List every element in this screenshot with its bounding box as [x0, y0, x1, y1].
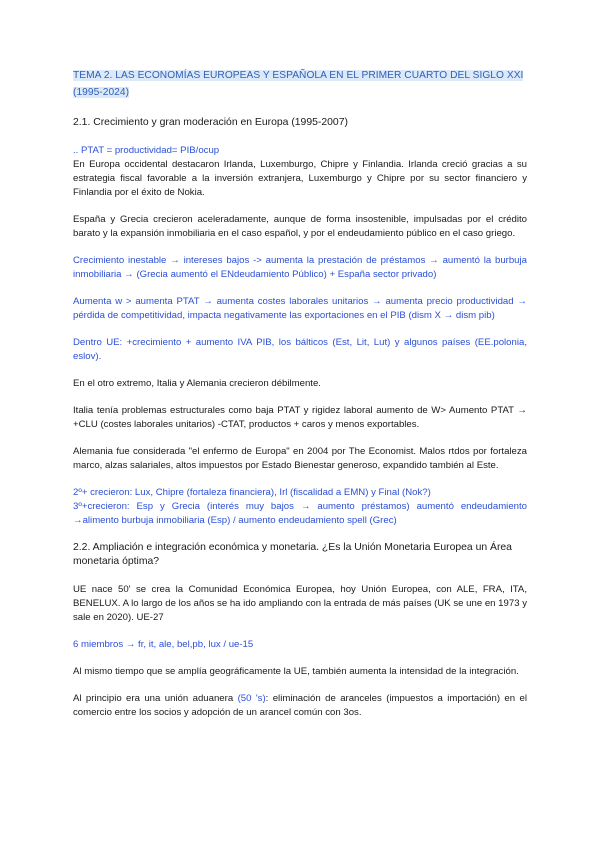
title-line-1: TEMA 2. LAS ECONOMÍAS EUROPEAS Y ESPAÑOLA EN EL PRIMER CUARTO DEL SIGLO XXI — [73, 70, 524, 81]
note-dentro-ue: Dentro UE: +crecimiento + aumento IVA PIB, los bálticos (Est, Lit, Lut) y algunos países (EE.polonia, eslov). — [73, 337, 527, 362]
note-crecimiento-inestable: Crecimiento inestable → intereses bajos -> aumenta la prestación de préstamos → aumentó la burbuja inmobiliaria → (Grecia aumentó el ENdeudamiento Público) + España sector privado) — [73, 255, 527, 280]
paragraph-otro-extremo: En el otro extremo, Italia y Alemania crecieron débilmente. — [73, 378, 321, 389]
union-aduanera-text-start: Al principio era una unión aduanera — [73, 693, 238, 704]
paragraph-mismo-tiempo: Al mismo tiempo que se amplía geográficamente la UE, también aumenta la intensidad de la integración. — [73, 666, 519, 677]
note-tercero-crecieron: 3º+crecieron: Esp y Grecia (interés muy bajos → aumento préstamos) aumentó endeudamiento →alimento burbuja inmobiliaria (Esp) / aumento endeudamiento spell (Grec) — [73, 501, 527, 526]
note-segundo-crecieron: 2º+ crecieron: Lux, Chipre (fortaleza financiera), Irl (fiscalidad a EMN) y Final (Nok?) — [73, 487, 431, 498]
document-title — [73, 66, 527, 100]
union-aduanera-text-end: : eliminación de aranceles (impuestos a importación) en el comercio entre los socios y adopción de un arancel común con 3os. — [73, 693, 527, 718]
section-1-heading: 2.1. Crecimiento y gran moderación en Europa (1995-2007) — [73, 117, 348, 128]
section-2-heading: 2.2. Ampliación e integración económica y monetaria. ¿Es la Unión Monetaria Europea un Área monetaria óptima? — [73, 542, 512, 567]
paragraph-alemania: Alemania fue considerada "el enfermo de Europa" en 2004 por The Economist. Malos rtdos por fortaleza marco, alzas salariales, altos impuestos por Estado Bienestar generoso, expandido también al Este. — [73, 446, 527, 471]
note-aumenta-w: Aumenta w > aumenta PTAT → aumenta costes laborales unitarios → aumenta precio productividad → pérdida de competitividad, impacta negativamente las exportaciones en el PIB (dism X → dism pib) — [73, 296, 527, 321]
paragraph-union-aduanera — [73, 692, 527, 720]
note-6-miembros: 6 miembros → fr, it, ale, bel,pb, lux / ue-15 — [73, 639, 254, 650]
paragraph-espana-grecia: España y Grecia crecieron aceleradamente, aunque de forma insostenible, impulsadas por el crédito barato y la expansión inmobiliaria en el caso español, y por el endeudamiento público en el caso griego. — [73, 214, 527, 239]
title-line-2: (1995-2024) — [73, 87, 130, 98]
paragraph-ue-nace: UE nace 50' se crea la Comunidad Económica Europea, hoy Unión Europea, con ALE, FRA, ITA, BENELUX. A lo largo de los años se ha ido ampliando con la entrada de más países (UK se une en 1973 y sale en 2020). UE-27 — [73, 584, 527, 623]
paragraph-europa-occidental: En Europa occidental destacaron Irlanda, Luxemburgo, Chipre y Finlandia. Irlanda creció gracias a su estrategia fiscal favorable a la inversión extranjera, Luxemburgo y Chipre por su sector financiero y Finlandia por el éxito de Nokia. — [73, 159, 527, 198]
ptat-note: .. PTAT = productividad= PIB/ocup — [73, 145, 220, 156]
paragraph-italia: Italia tenía problemas estructurales como baja PTAT y rigidez laboral aumento de W> Aumento PTAT → +CLU (costes laborales unitarios) -CTAT, productos + caros y menos exportables. — [73, 405, 527, 430]
union-aduanera-highlight: (50 's) — [237, 693, 266, 704]
